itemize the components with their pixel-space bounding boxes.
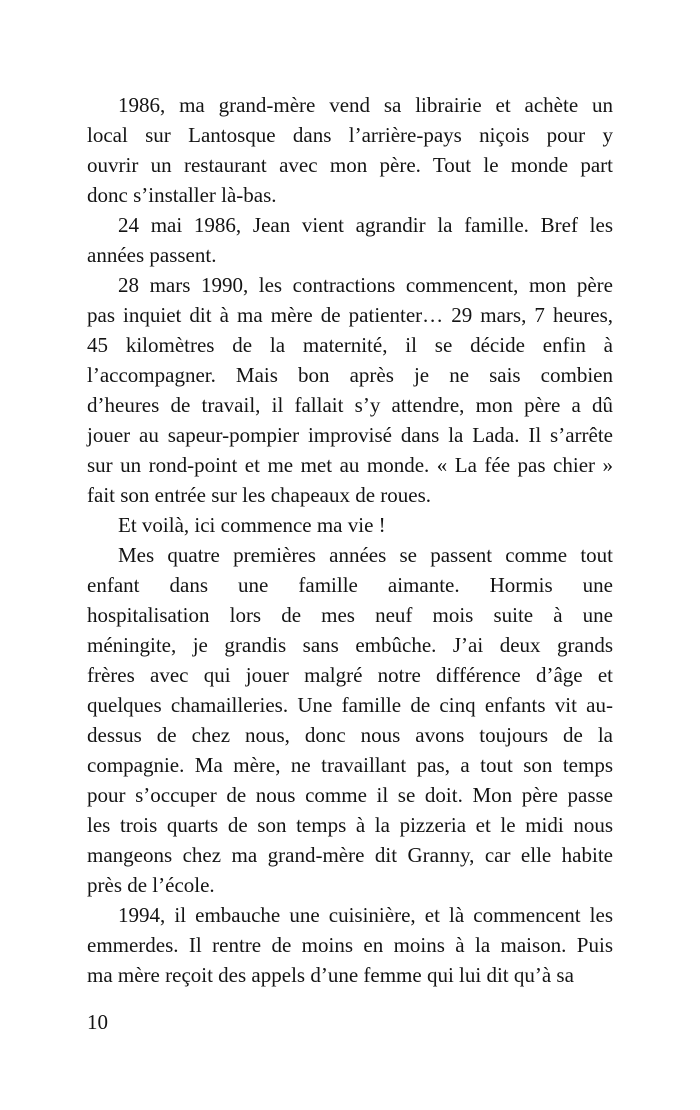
text-line: Mes quatre premières années se passent comme tout (118, 543, 613, 567)
text-line: pour s’occuper de nous comme il se doit. Mon père passe (87, 783, 613, 807)
page-number: 10 (87, 1010, 108, 1034)
text-line: 45 kilomètres de la maternité, il se décide enfin à (87, 333, 613, 357)
text-line: quelques chamailleries. Une famille de cinq enfants vit au- (87, 693, 613, 717)
text-line: dessus de chez nous, donc nous avons toujours de la (87, 723, 613, 747)
text-line: pas inquiet dit à ma mère de patienter… 29 mars, 7 heures, (87, 303, 613, 327)
text-line: 1986, ma grand-mère vend sa librairie et achète un (118, 93, 613, 117)
text-line: emmerdes. Il rentre de moins en moins à la maison. Puis (87, 933, 613, 957)
text-line: d’heures de travail, il fallait s’y attendre, mon père a dû (87, 393, 613, 417)
text-line: fait son entrée sur les chapeaux de roues. (87, 483, 432, 507)
text-line: frères avec qui jouer malgré notre différence d’âge et (87, 663, 613, 687)
text-line: hospitalisation lors de mes neuf mois suite à une (87, 603, 613, 627)
text-line: les trois quarts de son temps à la pizzeria et le midi nous (87, 813, 613, 837)
text-line: jouer au sapeur-pompier improvisé dans la Lada. Il s’arrête (87, 423, 613, 447)
text-line: ouvrir un restaurant avec mon père. Tout le monde part (87, 153, 613, 177)
text-line: 1994, il embauche une cuisinière, et là commencent les (118, 903, 613, 927)
text-line: 28 mars 1990, les contractions commencent, mon père (118, 273, 613, 297)
text-line: Et voilà, ici commence ma vie ! (118, 513, 386, 537)
text-line: compagnie. Ma mère, ne travaillant pas, a tout son temps (87, 753, 613, 777)
text-line: ma mère reçoit des appels d’une femme qui lui dit qu’à sa (87, 963, 574, 987)
text-line: local sur Lantosque dans l’arrière-pays niçois pour y (87, 123, 613, 147)
text-line: années passent. (87, 243, 217, 267)
text-line: donc s’installer là-bas. (87, 183, 277, 207)
text-line: l’accompagner. Mais bon après je ne sais combien (87, 363, 613, 387)
text-line: près de l’école. (87, 873, 215, 897)
text-block (87, 90, 613, 990)
text-line: méningite, je grandis sans embûche. J’ai deux grands (87, 633, 613, 657)
text-line: sur un rond-point et me met au monde. « La fée pas chier » (87, 453, 613, 477)
text-line: mangeons chez ma grand-mère dit Granny, car elle habite (87, 843, 613, 867)
text-line: 24 mai 1986, Jean vient agrandir la famille. Bref les (118, 213, 613, 237)
text-line: enfant dans une famille aimante. Hormis une (87, 573, 613, 597)
